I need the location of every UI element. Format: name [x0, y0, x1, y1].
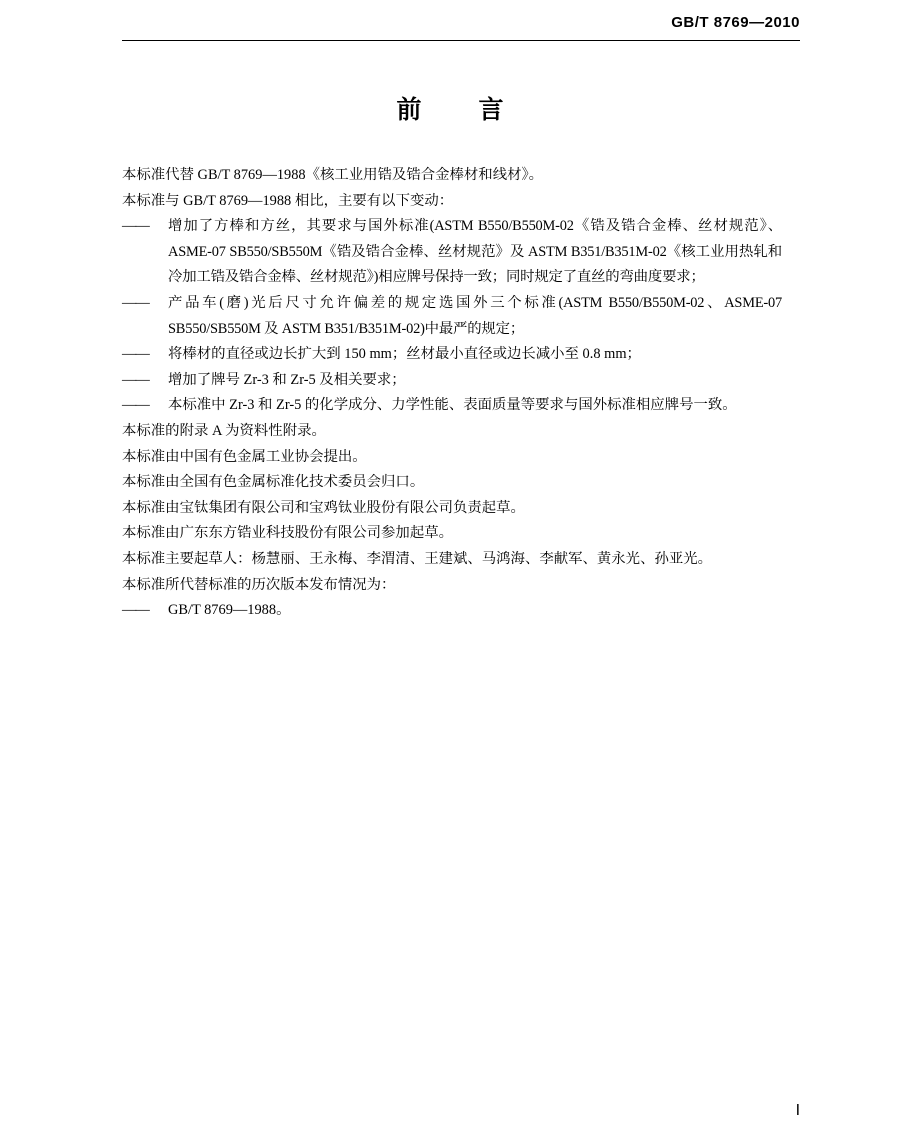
list-item-text: 本标准中 Zr-3 和 Zr-5 的化学成分、力学性能、表面质量等要求与国外标准相应牌号一致。 [168, 397, 737, 414]
list-item-text: 产品车(磨)光后尺寸允许偏差的规定选国外三个标准(ASTM B550/B550M-02、ASME-07 SB550/SB550M 及 ASTM B351/B351M-02)中最严的规定； [168, 294, 782, 337]
paragraph: 本标准所代替标准的历次版本发布情况为： [122, 576, 396, 593]
list-item [122, 368, 782, 394]
list-item [122, 393, 782, 419]
list-item [122, 598, 782, 624]
list-item [122, 342, 782, 368]
paragraph: 本标准由全国有色金属标准化技术委员会归口。 [122, 474, 425, 491]
paragraph: 本标准代替 GB/T 8769—1988《核工业用锆及锆合金棒材和线材》。 [122, 167, 544, 183]
page-header [122, 14, 800, 44]
list-item-text: 增加了方棒和方丝，其要求与国外标准(ASTM B550/B550M-02《锆及锆合金棒、丝材规范》、ASME-07 SB550/SB550M《锆及锆合金棒、丝材规范》及 ASTM B351/B351M-02《核工业用热轧和冷加工锆及锆合金棒、丝材规范》)相应牌号保持一致；同时规定了直丝的弯曲度要求； [168, 218, 782, 286]
header-rule [122, 40, 800, 41]
dash-marker: —— [122, 397, 149, 414]
paragraph: 本标准由中国有色金属工业协会提出。 [122, 448, 367, 465]
list-item-text: GB/T 8769—1988。 [168, 602, 291, 619]
dash-marker: —— [122, 346, 149, 363]
dash-marker: —— [122, 294, 149, 311]
standard-number: GB/T 8769—2010 [671, 14, 800, 31]
paragraph: 本标准由宝钛集团有限公司和宝鸡钛业股份有限公司负责起草。 [122, 499, 525, 516]
foreword-body [122, 163, 782, 624]
page-number: Ⅰ [795, 1103, 800, 1119]
paragraph: 本标准的附录 A 为资料性附录。 [122, 422, 326, 439]
page-title: 前 言 [396, 95, 520, 124]
paragraph: 本标准由广东东方锆业科技股份有限公司参加起草。 [122, 525, 453, 542]
paragraph: 本标准与 GB/T 8769—1988 相比，主要有以下变动： [122, 192, 454, 209]
dash-marker: —— [122, 371, 149, 388]
dash-marker: —— [122, 602, 149, 619]
dash-marker: —— [122, 218, 149, 235]
paragraph: 本标准主要起草人：杨慧丽、王永梅、李渭清、王建斌、马鸿海、李献军、黄永光、孙亚光。 [122, 550, 713, 567]
list-item-text: 增加了牌号 Zr-3 和 Zr-5 及相关要求； [168, 371, 406, 388]
list-item-text: 将棒材的直径或边长扩大到 150 mm；丝材最小直径或边长减小至 0.8 mm； [168, 346, 641, 363]
list-item [122, 214, 782, 291]
list-item [122, 291, 782, 342]
